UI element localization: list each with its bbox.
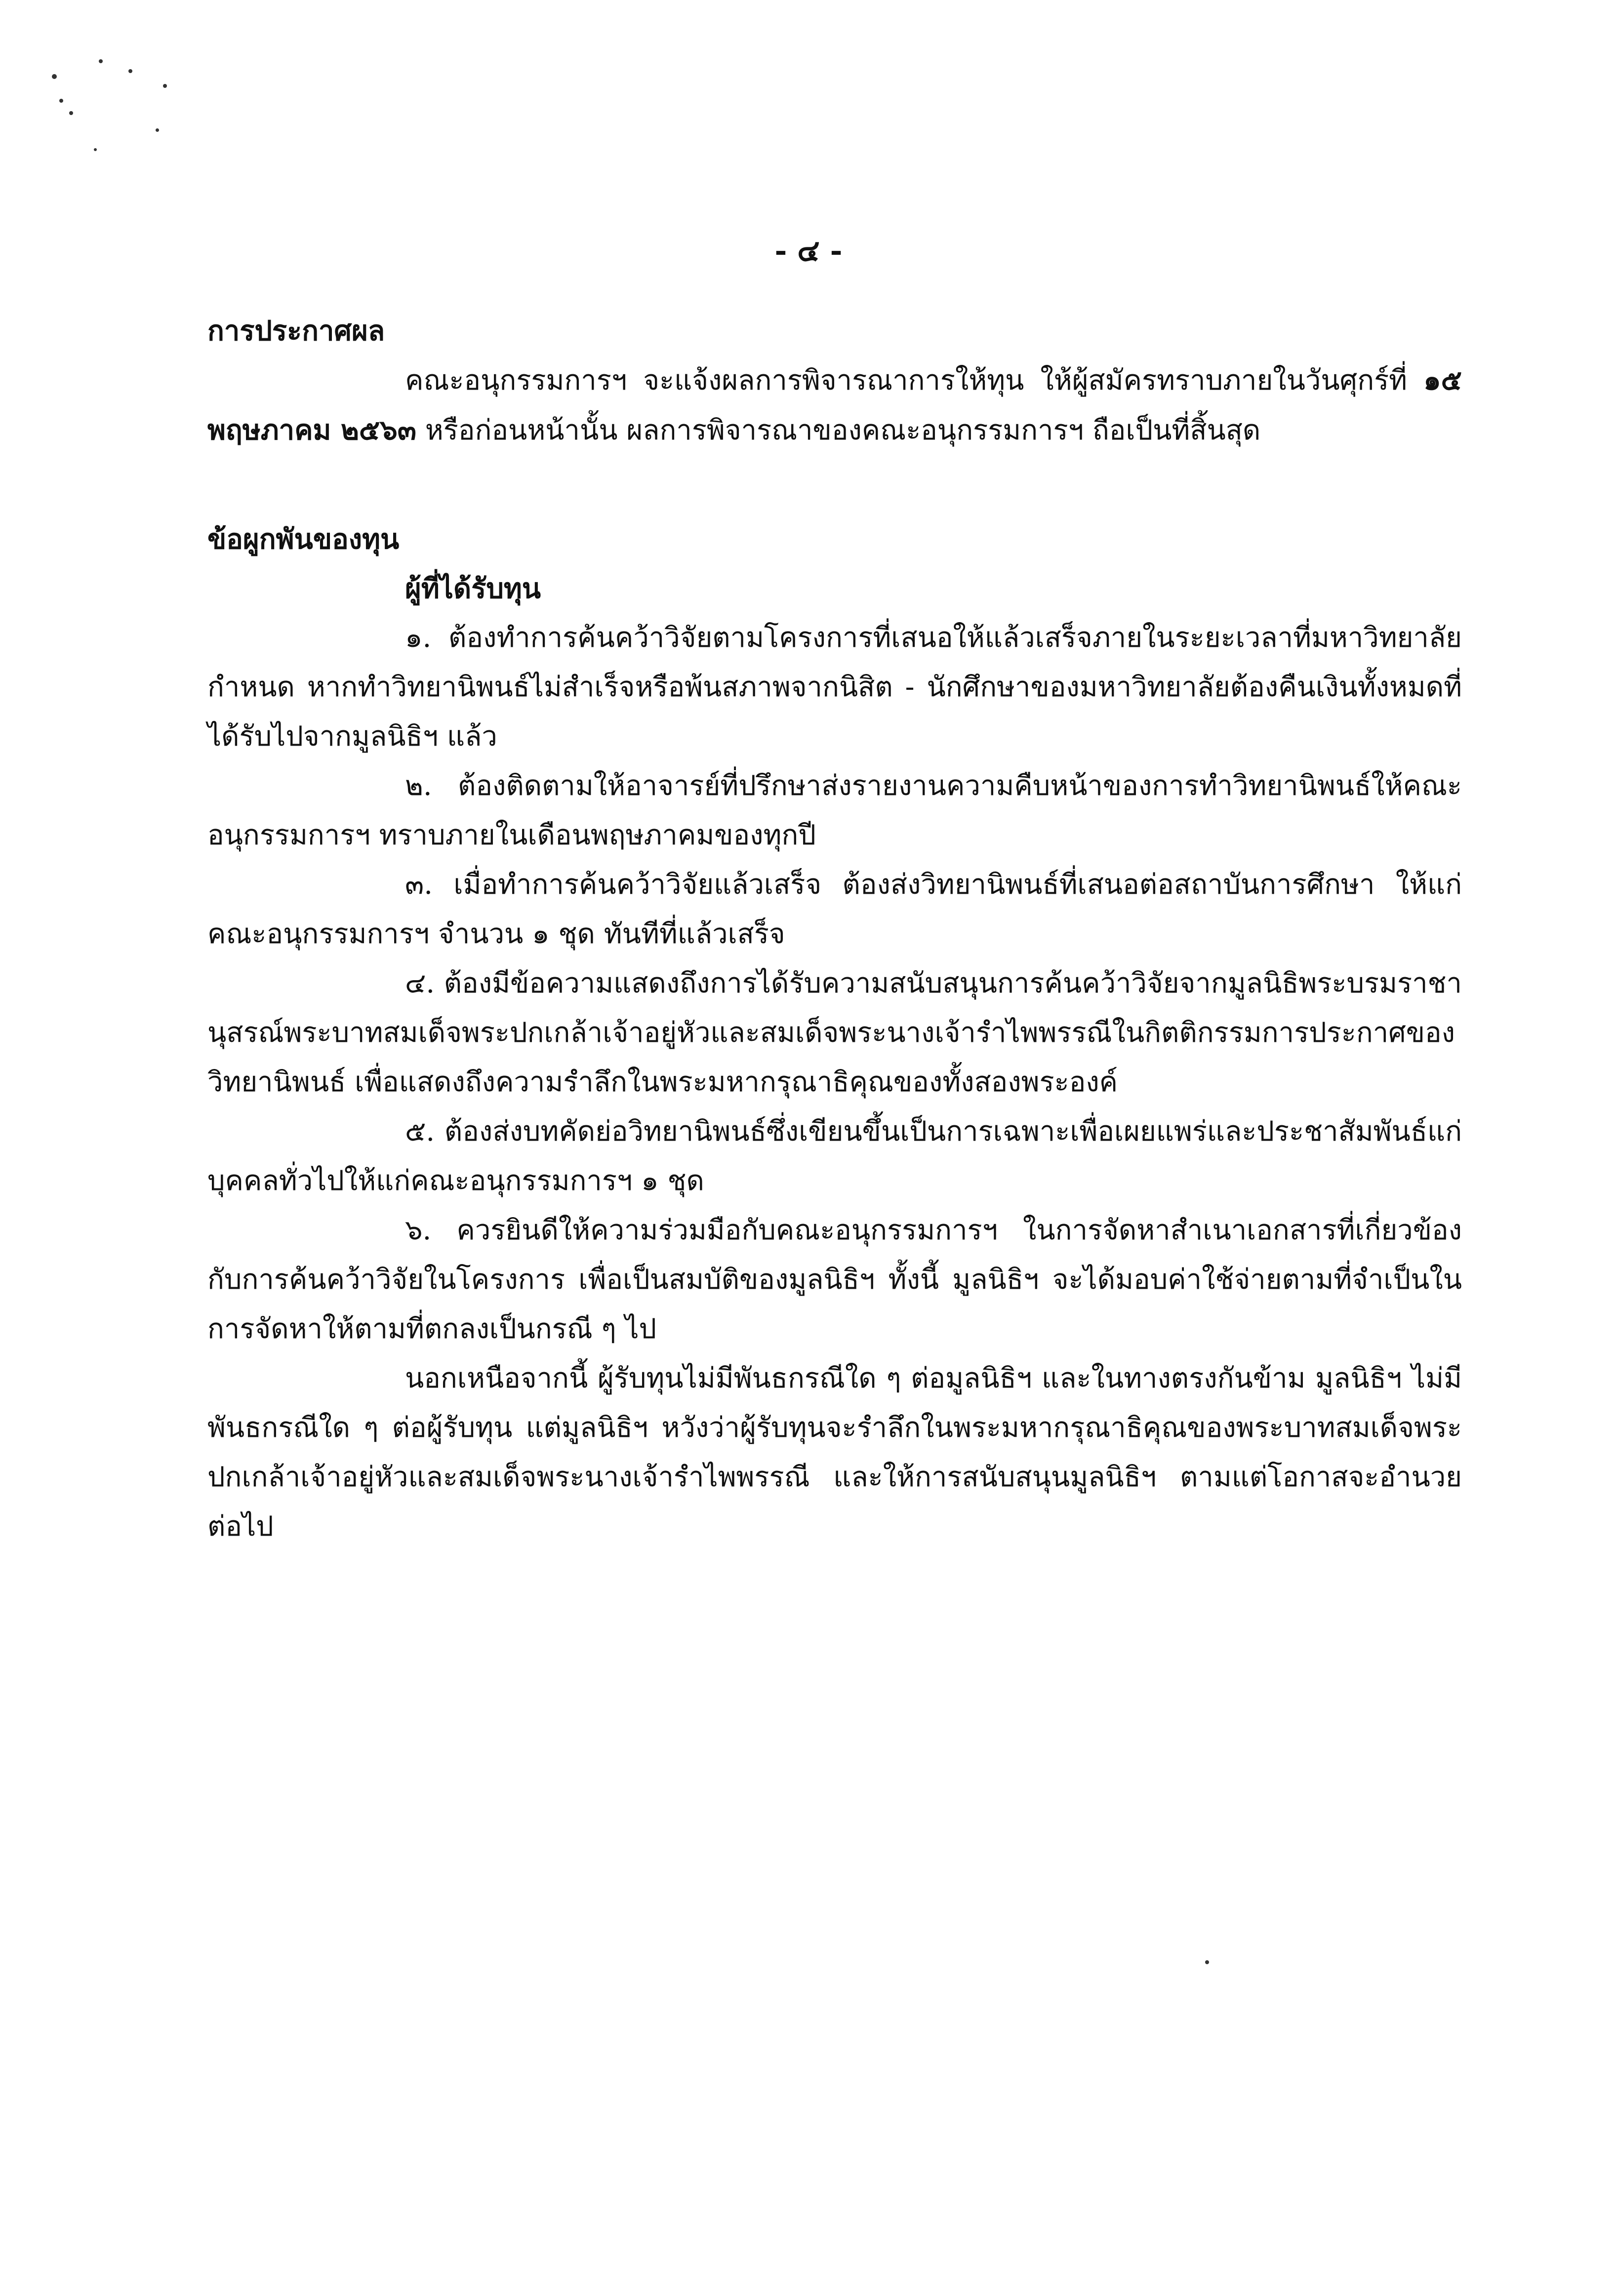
scan-speck — [59, 99, 63, 103]
obligation-item-6: ๖. ควรยินดีให้ความร่วมมือกับคณะอนุกรรมการฯ ในการจัดหาสำเนาเอกสารที่เกี่ยวข้องกับการค้นคว้าวิจัยในโครงการ เพื่อเป็นสมบัติของมูลนิธิฯ ทั้งนี้ มูลนิธิฯ จะได้มอบค่าใช้จ่ายตามที่จำเป็นในการจัดหาให้ตามที่ตกลงเป็นกรณี ๆ ไป — [207, 1214, 1462, 1345]
scan-speck — [1205, 1960, 1209, 1964]
scan-speck — [128, 69, 132, 73]
obligation-item-4: ๔. ต้องมีข้อความแสดงถึงการได้รับความสนับสนุนการค้นคว้าวิจัยจากมูลนิธิพระบรมราชานุสรณ์พระบาทสมเด็จพระปกเกล้าเจ้าอยู่หัวและสมเด็จพระนางเจ้ารำไพพรรณีในกิตติกรรมการประกาศของวิทยานิพนธ์ เพื่อแสดงถึงความรำลึกในพระมหากรุณาธิคุณของทั้งสองพระองค์ — [207, 967, 1462, 1098]
scan-speck — [69, 111, 73, 115]
scan-speck — [94, 148, 97, 151]
announcement-text-2: หรือก่อนหน้านั้น ผลการพิจารณาของคณะอนุกรรมการฯ ถือเป็นที่สิ้นสุด — [416, 414, 1261, 446]
document-body — [207, 306, 1462, 1551]
obligations-closing: นอกเหนือจากนี้ ผู้รับทุนไม่มีพันธกรณีใด ๆ ต่อมูลนิธิฯ และในทางตรงกันข้าม มูลนิธิฯ ไม่มีพันธกรณีใด ๆ ต่อผู้รับทุน แต่มูลนิธิฯ หวังว่าผู้รับทุนจะรำลึกในพระมหากรุณาธิคุณของพระบาทสมเด็จพระปกเกล้าเจ้าอยู่หัวและสมเด็จพระนางเจ้ารำไพพรรณี และให้การสนับสนุนมูลนิธิฯ ตามแต่โอกาสจะอำนวยต่อไป — [207, 1362, 1462, 1543]
obligation-item-2: ๒. ต้องติดตามให้อาจารย์ที่ปรึกษาส่งรายงานความคืบหน้าของการทำวิทยานิพนธ์ให้คณะอนุกรรมการฯ ทราบภายในเดือนพฤษภาคมของทุกปี — [207, 770, 1462, 851]
obligations-heading: ข้อผูกพันของทุน — [207, 523, 400, 555]
obligation-item-5: ๕. ต้องส่งบทคัดย่อวิทยานิพนธ์ซึ่งเขียนขึ้นเป็นการเฉพาะเพื่อเผยแพร่และประชาสัมพันธ์แก่บุคคลทั่วไปให้แก่คณะอนุกรรมการฯ ๑ ชุด — [207, 1115, 1462, 1197]
scan-speck — [52, 74, 57, 79]
announcement-text-1: คณะอนุกรรมการฯ จะแจ้งผลการพิจารณาการให้ทุน ให้ผู้สมัครทราบภายในวันศุกร์ที่ — [405, 364, 1424, 396]
announcement-date: ๑๕ พฤษภาคม ๒๕๖๓ — [207, 364, 1462, 446]
scan-speck — [99, 59, 103, 63]
obligation-item-3: ๓. เมื่อทำการค้นคว้าวิจัยแล้วเสร็จ ต้องส่งวิทยานิพนธ์ที่เสนอต่อสถาบันการศึกษา ให้แก่คณะอนุกรรมการฯ จำนวน ๑ ชุด ทันทีที่แล้วเสร็จ — [207, 869, 1462, 950]
announcement-heading: การประกาศผล — [207, 315, 385, 347]
recipients-subheading: ผู้ที่ได้รับทุน — [405, 572, 541, 605]
scan-speck — [156, 128, 159, 132]
announcement-paragraph — [207, 356, 1462, 455]
page-number: - ๔ - — [774, 234, 843, 268]
obligation-item-1: ๑. ต้องทำการค้นคว้าวิจัยตามโครงการที่เสนอให้แล้วเสร็จภายในระยะเวลาที่มหาวิทยาลัยกำหนด หากทำวิทยานิพนธ์ไม่สำเร็จหรือพ้นสภาพจากนิสิต - นักศึกษาของมหาวิทยาลัยต้องคืนเงินทั้งหมดที่ได้รับไปจากมูลนิธิฯ แล้ว — [207, 622, 1462, 752]
scan-speck — [163, 84, 167, 88]
